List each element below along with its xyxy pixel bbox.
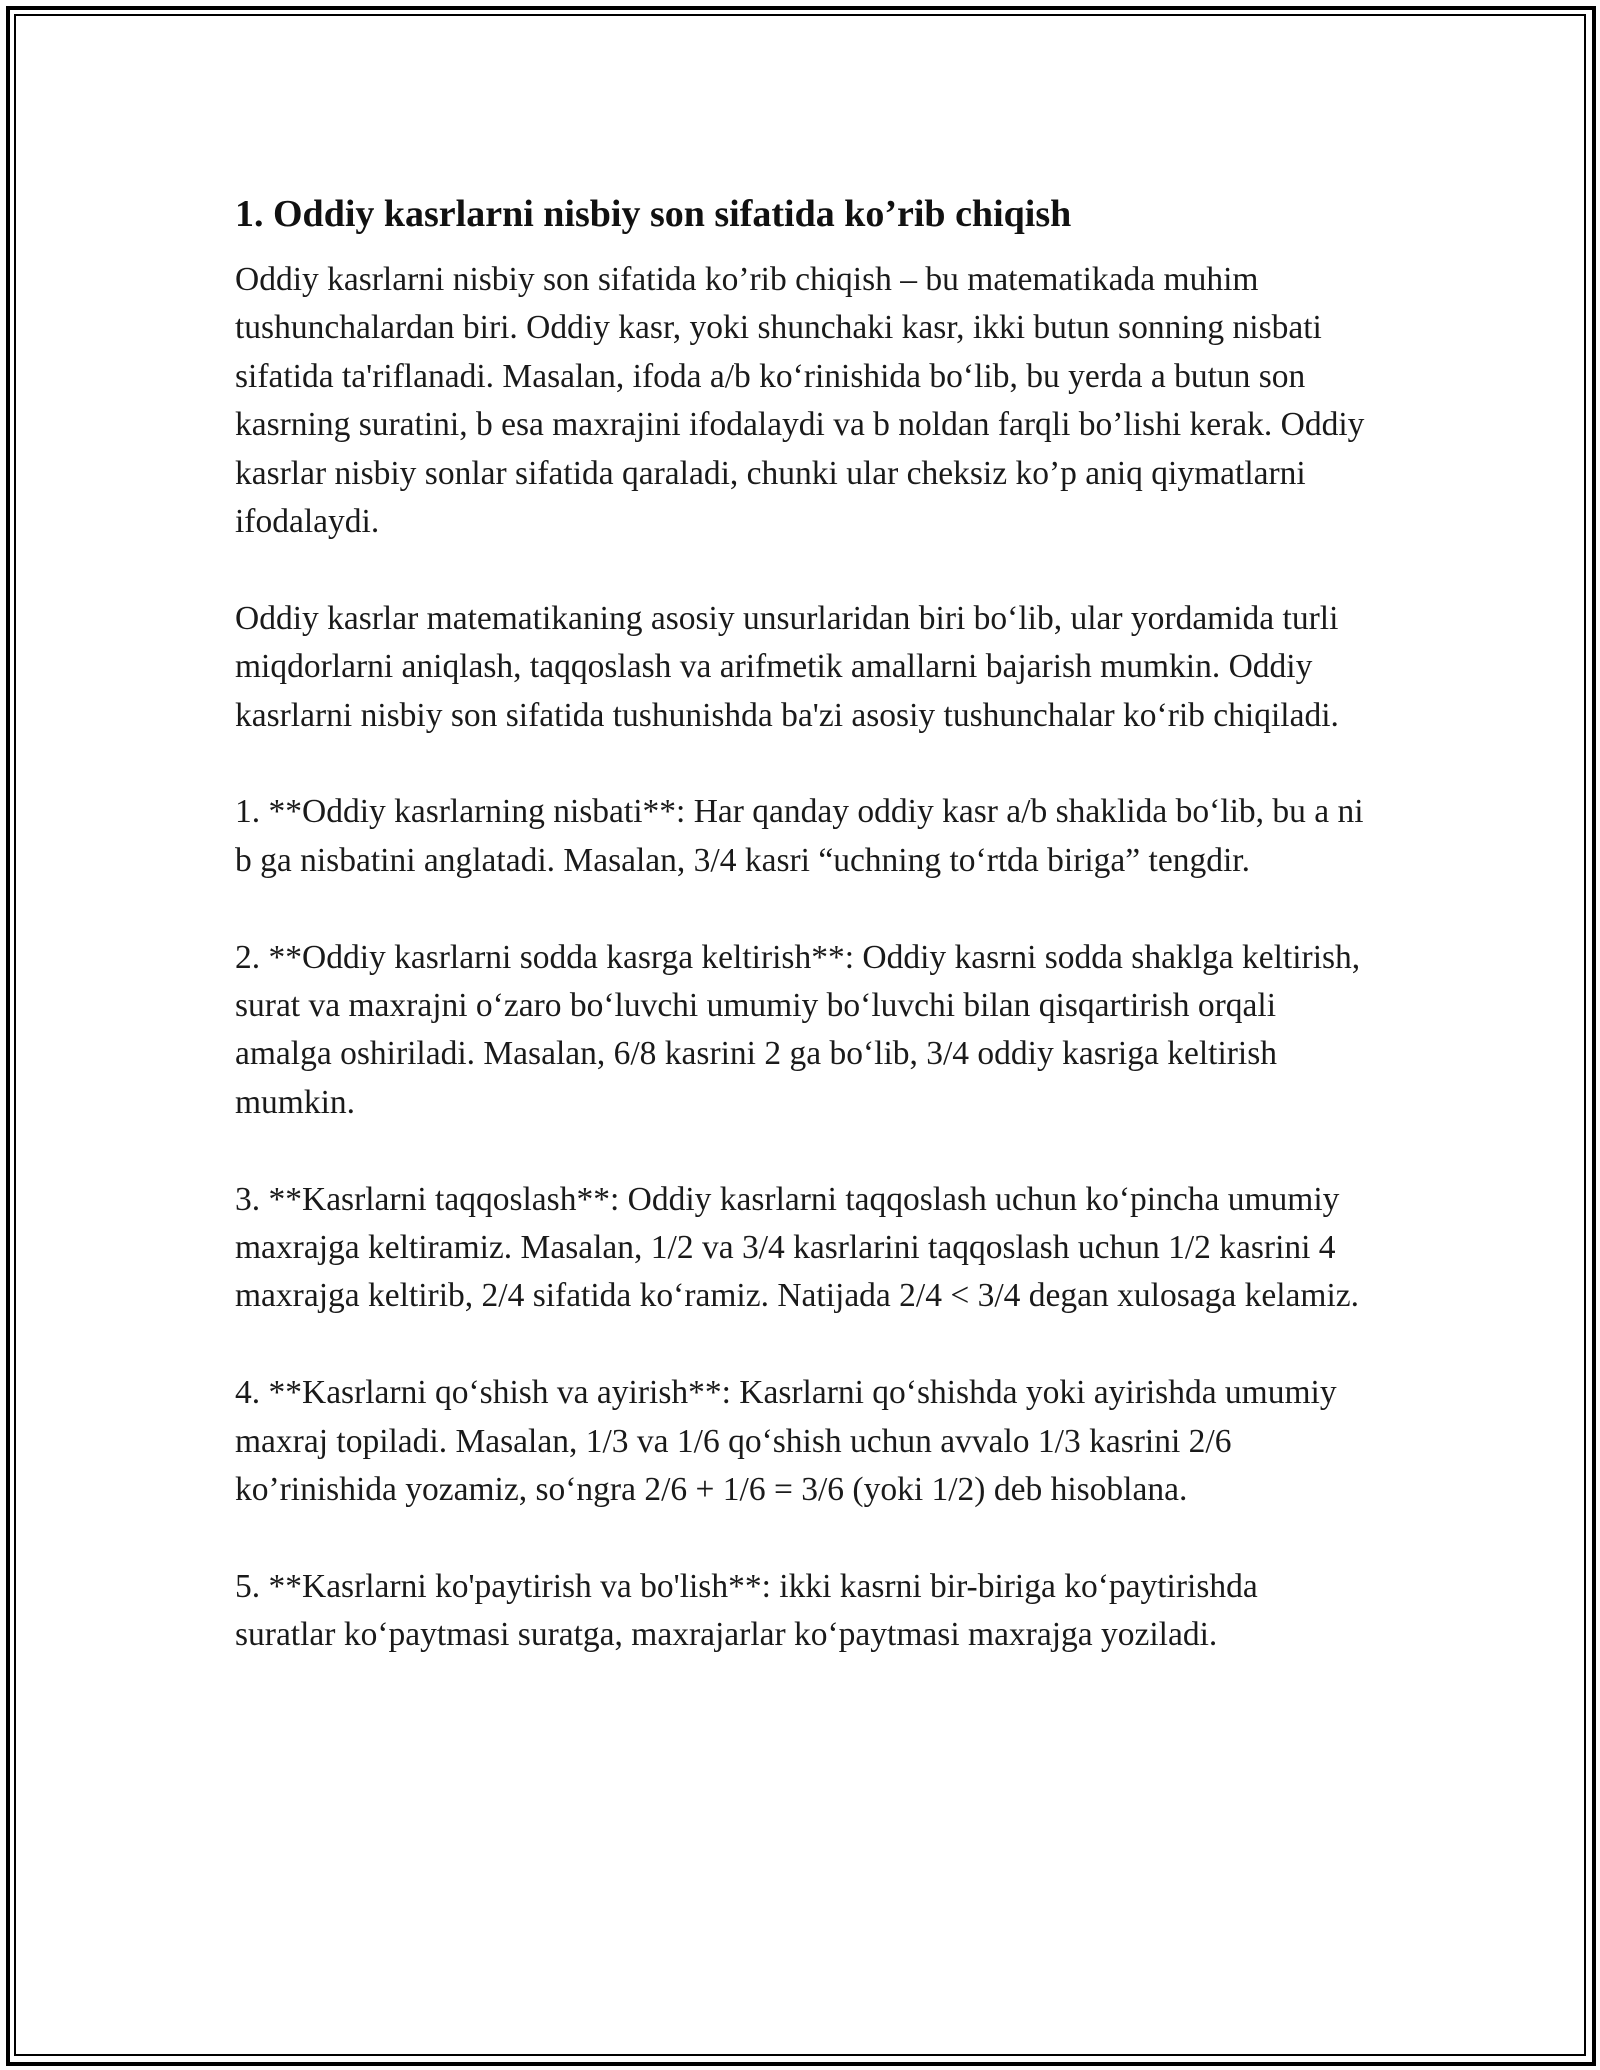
point-2-simplification: 2. **Oddiy kasrlarni sodda kasrga keltirish**: Oddiy kasrni sodda shaklga keltirish, surat va maxrajni oʻzaro boʻluvchi umumiy boʻluvchi bilan qisqartirish orqali amalga oshiriladi. Masalan, 6/8 kasrini 2 ga boʻlib, 3/4 oddiy kasriga keltirish mumkin. <box>235 938 1361 1121</box>
document-body <box>235 178 1365 1708</box>
point-5-multiplication-division: 5. **Kasrlarni ko'paytirish va bo'lish**: ikki kasrni bir-biriga koʻpaytirishda suratlar koʻpaytmasi suratga, maxrajarlar koʻpaytmasi maxrajga yoziladi. <box>235 1567 1258 1654</box>
point-1-ratio: 1. **Oddiy kasrlarning nisbati**: Har qanday oddiy kasr a/b shaklida boʻlib, bu a ni b ga nisbatini anglatadi. Masalan, 3/4 kasri “uchning toʻrtda biriga” tengdir. <box>235 793 1364 879</box>
intro-paragraph: Oddiy kasrlarni nisbiy son sifatida ko’rib chiqish – bu matematikada muhim tushunchalardan biri. Oddiy kasr, yoki shunchaki kasr, ikki butun sonning nisbati sifatida ta'riflanadi. Masalan, ifoda a/b koʻrinishida boʻlib, bu yerda a butun son kasrning suratini, b esa maxrajini ifodalaydi va b noldan farqli bo’lishi kerak. Oddiy kasrlar nisbiy sonlar sifatida qaraladi, chunki ular cheksiz ko’p aniq qiymatlarni ifodalaydi. <box>235 261 1365 541</box>
section-title: 1. Oddiy kasrlarni nisbiy son sifatida ko’rib chiqish <box>235 193 1072 235</box>
overview-paragraph: Oddiy kasrlar matematikaning asosiy unsurlaridan biri boʻlib, ular yordamida turli miqdorlarni aniqlash, taqqoslash va arifmetik amallarni bajarish mumkin. Oddiy kasrlarni nisbiy son sifatida tushunishda ba'zi asosiy tushunchalar koʻrib chiqiladi. <box>235 599 1339 734</box>
point-4-addition-subtraction: 4. **Kasrlarni qoʻshish va ayirish**: Kasrlarni qoʻshishda yoki ayirishda umumiy maxraj topiladi. Masalan, 1/3 va 1/6 qoʻshish uchun avvalo 1/3 kasrini 2/6 ko’rinishida yozamiz, soʻngra 2/6 + 1/6 = 3/6 (yoki 1/2) deb hisoblana. <box>235 1374 1337 1509</box>
point-3-comparison: 3. **Kasrlarni taqqoslash**: Oddiy kasrlarni taqqoslash uchun koʻpincha umumiy maxrajga keltiramiz. Masalan, 1/2 va 3/4 kasrlarini taqqoslash uchun 1/2 kasrini 4 maxrajga keltirib, 2/4 sifatida koʻramiz. Natijada 2/4 < 3/4 degan xulosaga kelamiz. <box>235 1180 1360 1315</box>
